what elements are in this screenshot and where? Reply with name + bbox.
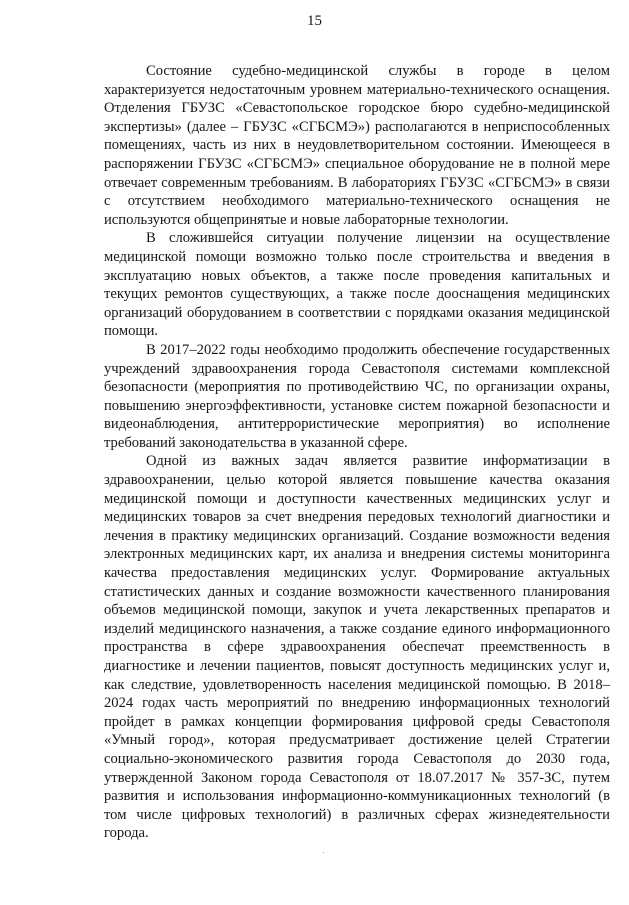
page-number: 15 bbox=[307, 13, 322, 29]
paragraph-informatization: Одной из важных задач является развитие информатизации в здравоохранении, целью которой является повышение качества оказания медицинской помощи и доступности качественных медицинских услуг и медицинских товаров за счет внедрения передовых технологий диагностики и лечения в практику медицинских организаций. Создание возможности ведения электронных медицинских карт, их анализа и внедрения системы мониторинга качества предоставления медицинских услуг. Формирование актуальных статистических данных и создание возможности качественного планирования объемов медицинской помощи, закупок и учета лекарственных препаратов и изделий медицинского назначения, а также создание единого информационного пространства в сфере здравоохранения обеспечат преемственность в диагностике и лечении пациентов, повысят доступность медицинских услуг и, как следствие, удовлетворенность населения медицинской помощью. В 2018–2024 годах часть мероприятий по внедрению информационных технологий пройдет в рамках концепции формирования цифровой среды Севастополя «Умный город», которая предусматривает достижение целей Стратегии социально-экономического развития города Севастополя до 2030 года, утвержденной Законом города Севастополя от 18.07.2017 № 357-ЗС, путем развития и использования информационно-коммуникационных технологий (в том числе цифровых технологий) в различных сферах жизнедеятельности города. bbox=[104, 453, 610, 842]
paragraph-security-systems: В 2017–2022 годы необходимо продолжить обеспечение государственных учреждений здравоохранения города Севастополя системами комплексной безопасности (мероприятия по противодействию ЧС, по организации охраны, повышению энергоэффективности, установке систем пожарной безопасности и видеонаблюдения, антитеррористические мероприятия) во исполнение требований законодательства в указанной сфере. bbox=[104, 341, 610, 451]
paragraph-forensic-service: Состояние судебно-медицинской службы в городе в целом характеризуется недостаточным уровнем материально-технического оснащения. Отделения ГБУЗС «Севастопольское городское бюро судебно-медицинской экспертизы» (далее – ГБУЗС «СГБСМЭ») располагаются в неприспособленных помещениях, часть из них в неудовлетворительном состоянии. Имеющееся в распоряжении ГБУЗС «СГБСМЭ» специальное оборудование не в полной мере отвечает современным требованиям. В лабораториях ГБУЗС «СГБСМЭ» в связи с отсутствием необходимого материально-технического оснащения не используются общепринятые и новые лабораторные технологии. bbox=[104, 63, 610, 228]
paragraph-licensing: В сложившейся ситуации получение лицензии на осуществление медицинской помощи возможно только после строительства и введения в эксплуатацию новых объектов, а также после проведения капитальных и текущих ремонтов существующих, а также после дооснащения медицинских организаций оборудованием в соответствии с порядками оказания медицинской помощи. bbox=[104, 230, 610, 340]
document-body bbox=[104, 62, 610, 843]
scan-speck bbox=[323, 852, 324, 853]
